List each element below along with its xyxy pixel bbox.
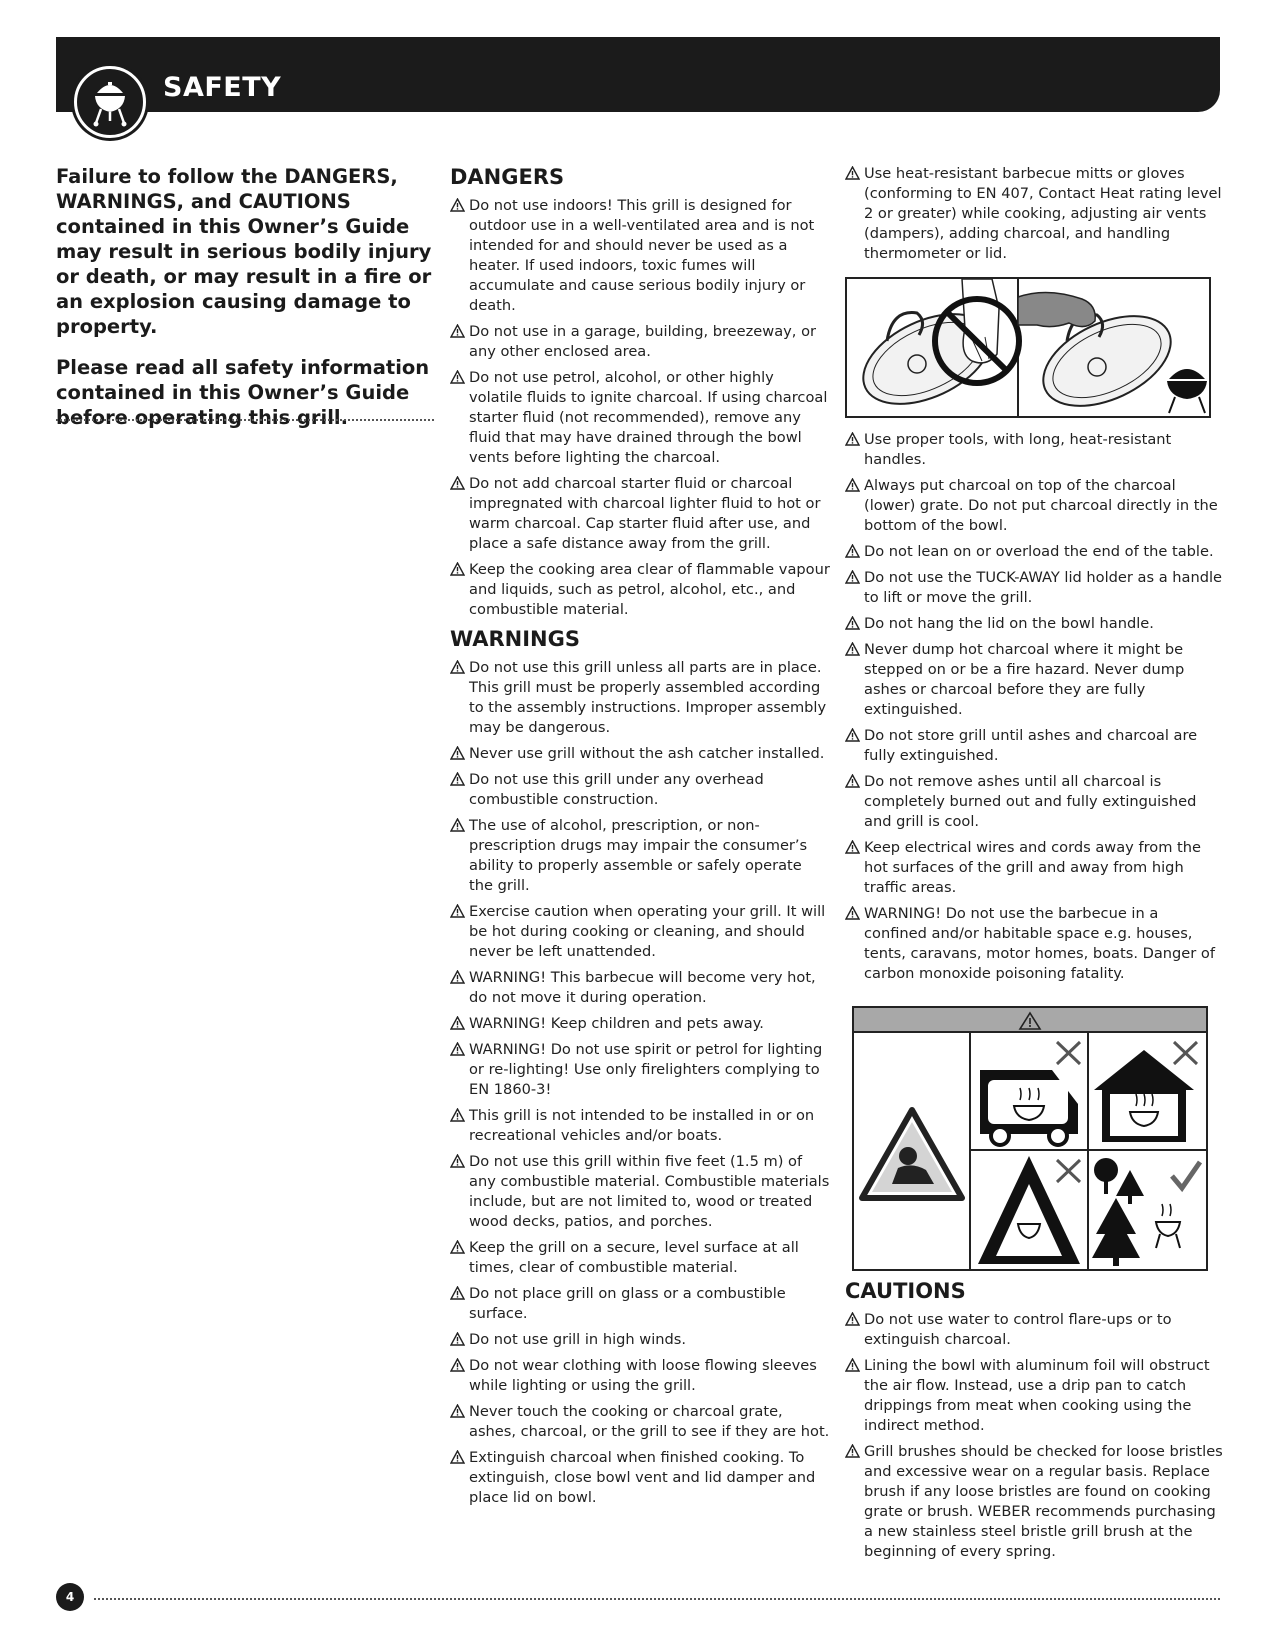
list-item: Do not use grill in high winds. [450,1330,830,1350]
list-item: Do not use this grill under any overhead combustible construction. [450,770,830,810]
warnings-list [450,658,830,1508]
list-item: The use of alcohol, prescription, or non-prescription drugs may impair the consumer’s ability to properly assemble or safely operate the grill. [450,816,830,896]
gloves-illustration [845,277,1211,418]
warning-triangle-icon [845,906,860,920]
list-item: Keep the cooking area clear of flammable vapour and liquids, such as petrol, alcohol, etc., and combustible material. [450,560,830,620]
list-item: Lining the bowl with aluminum foil will obstruct the air flow. Instead, use a drip pan to catch drippings from meat when cooking using the indirect method. [845,1356,1225,1436]
warning-triangle-icon [450,904,465,918]
warning-triangle-icon [450,818,465,832]
list-item: Do not place grill on glass or a combustible surface. [450,1284,830,1324]
intro-paragraph: Failure to follow the DANGERS, WARNINGS, and CAUTIONS contained in this Owner’s Guide may result in serious bodily injury or death, or may result in a fire or an explosion causing damage to property. [56,165,432,338]
warning-triangle-icon [845,840,860,854]
list-item: Do not add charcoal starter fluid or charcoal impregnated with charcoal lighter fluid to hot or warm charcoal. Cap starter fluid after use, and place a safe distance away from the grill. [450,474,830,554]
warning-triangle-icon [845,570,860,584]
list-item: Use proper tools, with long, heat-resistant handles. [845,430,1225,470]
list-item: Do not use this grill within five feet (1.5 m) of any combustible material. Combustible materials include, but are not limited to, wood or treated wood decks, patios, and porches. [450,1152,830,1232]
list-item: Never dump hot charcoal where it might be stepped on or be a fire hazard. Never dump ashes or charcoal before they are fully extinguished. [845,640,1225,720]
list-item: Do not wear clothing with loose flowing sleeves while lighting or using the grill. [450,1356,830,1396]
intro-paragraph: Please read all safety information contained in this Owner’s Guide before operating this grill. [56,356,430,429]
cautions-section [845,1278,1225,1568]
footer-dotted-rule [94,1598,1220,1600]
list-item: Exercise caution when operating your grill. It will be hot during cooking or cleaning, and should never be left unattended. [450,902,830,962]
list-item: Use heat-resistant barbecue mitts or gloves (conforming to EN 407, Contact Heat rating level 2 or greater) while cooking, adjusting air vents (dampers), adding charcoal, and handling thermometer or lid. [845,164,1225,264]
warning-triangle-icon [845,1444,860,1458]
warning-triangle-icon [845,166,860,180]
warning-triangle-icon [845,1358,860,1372]
list-item: WARNING! Keep children and pets away. [450,1014,830,1034]
list-item: Do not use petrol, alcohol, or other highly volatile fluids to ignite charcoal. If using charcoal starter fluid (not recommended), remove any fluid that may have drained through the bowl vents before lighting the charcoal. [450,368,830,468]
list-item: Do not use water to control flare-ups or to extinguish charcoal. [845,1310,1225,1350]
warning-triangle-icon [450,370,465,384]
cautions-column-top [845,164,1225,270]
warning-triangle-icon [845,544,860,558]
dangers-list [450,196,830,620]
warnings-heading: WARNINGS [450,627,580,651]
warning-triangle-icon [845,1312,860,1326]
warning-triangle-icon [845,432,860,446]
warning-triangle-icon [450,562,465,576]
list-item: Do not store grill until ashes and charcoal are fully extinguished. [845,726,1225,766]
warning-triangle-icon [450,1358,465,1372]
warning-triangle-icon [845,478,860,492]
warning-triangle-icon [450,1450,465,1464]
warning-triangle-icon [450,1332,465,1346]
list-item: Do not hang the lid on the bowl handle. [845,614,1225,634]
warning-triangle-icon [450,324,465,338]
list-item: Do not use this grill unless all parts are in place. This grill must be properly assembled according to the assembly instructions. Improper assembly may be dangerous. [450,658,830,738]
warning-triangle-icon [845,774,860,788]
list-item: Grill brushes should be checked for loose bristles and excessive wear on a regular basis. Replace brush if any loose bristles are found on cooking grate or brush. WEBER recommends purchasing a new stainless steel bristle grill brush at the beginning of every spring. [845,1442,1225,1562]
warning-triangle-icon [845,642,860,656]
intro-warning [56,164,436,446]
warning-triangle-icon [450,1108,465,1122]
cautions-heading: CAUTIONS [845,1279,966,1303]
list-item: Never touch the cooking or charcoal grate, ashes, charcoal, or the grill to see if they are hot. [450,1402,830,1442]
list-item: WARNING! Do not use spirit or petrol for lighting or re-lighting! Use only firelighters complying to EN 1860-3! [450,1040,830,1100]
dangers-warnings-column [450,164,830,1514]
list-item: Keep electrical wires and cords away from the hot surfaces of the grill and away from high traffic areas. [845,838,1225,898]
page-number: 4 [56,1583,84,1611]
warning-triangle-icon [450,772,465,786]
warning-triangle-icon [450,660,465,674]
warning-triangle-icon [450,970,465,984]
warning-triangle-icon [450,746,465,760]
page-title: SAFETY [163,72,282,103]
warning-triangle-icon [845,616,860,630]
list-item: Do not remove ashes until all charcoal is completely burned out and fully extinguished and grill is cool. [845,772,1225,832]
list-item: Always put charcoal on top of the charcoal (lower) grate. Do not put charcoal directly in the bottom of the bowl. [845,476,1225,536]
cautions-column-mid [845,430,1225,990]
dotted-divider [56,419,434,421]
list-item: Do not lean on or overload the end of the table. [845,542,1225,562]
warning-triangle-icon [450,1154,465,1168]
list-item: WARNING! This barbecue will become very hot, do not move it during operation. [450,968,830,1008]
warning-triangle-icon [450,1042,465,1056]
warning-triangle-icon [450,198,465,212]
dangers-heading: DANGERS [450,165,565,189]
list-item: Extinguish charcoal when finished cooking. To extinguish, close bowl vent and lid damper and place lid on bowl. [450,1448,830,1508]
carbon-monoxide-pictogram [852,1006,1208,1271]
list-item: Do not use indoors! This grill is designed for outdoor use in a well-ventilated area and is not intended for and should never be used as a heater. If used indoors, toxic fumes will accumulate and cause serious bodily injury or death. [450,196,830,316]
weber-grill-icon [74,66,146,138]
warning-triangle-icon [450,476,465,490]
warning-triangle-icon [450,1404,465,1418]
warning-triangle-icon [450,1240,465,1254]
list-item: Never use grill without the ash catcher installed. [450,744,830,764]
list-item: This grill is not intended to be installed in or on recreational vehicles and/or boats. [450,1106,830,1146]
list-item: Do not use the TUCK-AWAY lid holder as a handle to lift or move the grill. [845,568,1225,608]
warning-triangle-icon [450,1016,465,1030]
list-item: Do not use in a garage, building, breezeway, or any other enclosed area. [450,322,830,362]
list-item: WARNING! Do not use the barbecue in a confined and/or habitable space e.g. houses, tents, caravans, motor homes, boats. Danger of carbon monoxide poisoning fatality. [845,904,1225,984]
list-item: Keep the grill on a secure, level surface at all times, clear of combustible material. [450,1238,830,1278]
warning-triangle-icon [845,728,860,742]
warning-triangle-icon [450,1286,465,1300]
